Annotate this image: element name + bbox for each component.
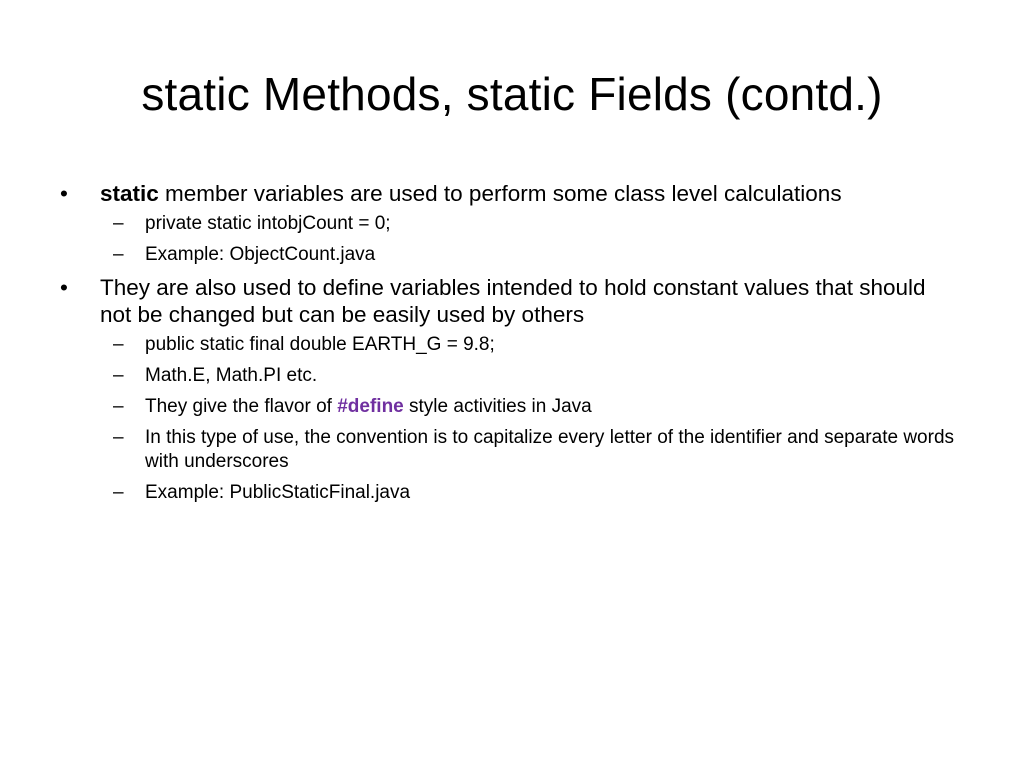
slide-body bbox=[58, 180, 958, 512]
sub-bullet-text: Example: PublicStaticFinal.java bbox=[145, 482, 411, 503]
dash-marker: – bbox=[113, 213, 124, 234]
bullet-marker: • bbox=[60, 181, 68, 206]
sub-bullet-text: Math.E, Math.PI etc. bbox=[145, 365, 318, 386]
bullet-1-text: member variables are used to perform some class level calculations bbox=[158, 181, 842, 206]
bullet-1-bold-lead: static bbox=[100, 181, 159, 206]
bullet-2 bbox=[58, 274, 958, 328]
dash-marker: – bbox=[113, 365, 124, 386]
sub-bullet-text: Example: ObjectCount.java bbox=[145, 244, 376, 265]
bullet-marker: • bbox=[60, 275, 68, 300]
sub-bullet-text: private static intobjCount = 0; bbox=[145, 213, 391, 234]
dash-marker: – bbox=[113, 482, 124, 503]
bullet-1 bbox=[58, 180, 958, 207]
sub-bullet bbox=[58, 426, 958, 474]
sub-bullet bbox=[58, 395, 958, 419]
bullet-2-subs bbox=[58, 333, 958, 505]
sub-bullet bbox=[58, 481, 958, 505]
dash-marker: – bbox=[113, 396, 124, 417]
sub-bullet bbox=[58, 333, 958, 357]
sub-bullet-text-before: They give the flavor of bbox=[145, 396, 338, 417]
slide-title: static Methods, static Fields (contd.) bbox=[141, 68, 883, 120]
sub-bullet-text-after: style activities in Java bbox=[403, 396, 592, 417]
bullet-1-subs bbox=[58, 212, 958, 267]
sub-bullet-text: public static final double EARTH_G = 9.8; bbox=[145, 334, 495, 355]
define-keyword: #define bbox=[337, 396, 404, 417]
dash-marker: – bbox=[113, 244, 124, 265]
sub-bullet bbox=[58, 212, 958, 236]
sub-bullet bbox=[58, 364, 958, 388]
sub-bullet-text: In this type of use, the convention is to capitalize every letter of the identifier and separate words with underscores bbox=[145, 427, 955, 472]
dash-marker: – bbox=[113, 334, 124, 355]
bullet-2-text: They are also used to define variables intended to hold constant values that should not be changed but can be easily used by others bbox=[100, 275, 926, 327]
sub-bullet bbox=[58, 243, 958, 267]
dash-marker: – bbox=[113, 427, 124, 448]
